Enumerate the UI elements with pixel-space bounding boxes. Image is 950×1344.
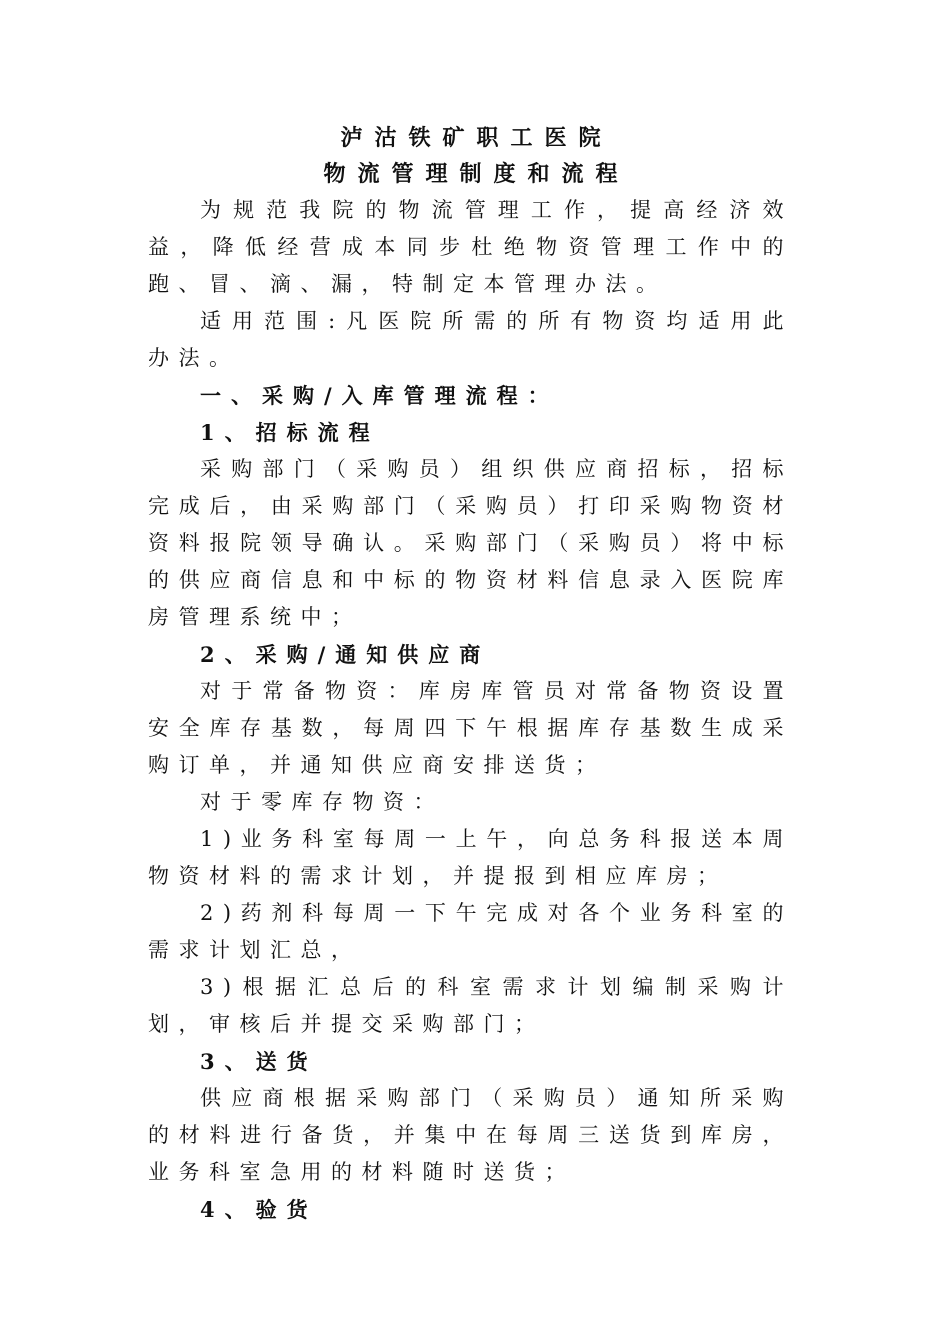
item2-sub-title: 对于零库存物资： — [200, 790, 444, 814]
item2-sub3: 3)根据汇总后的科室需求计划编制采购计划，审核后并提交采购部门； — [148, 975, 793, 1036]
document-title-policy: 物流管理制度和流程 — [323, 161, 630, 187]
item2-body: 对于常备物资：库房库管员对常备物资设置安全库存基数，每周四下午根据库存基数生成采购订单，并通知供应商安排送货； — [148, 679, 793, 777]
item2-sub1: 1)业务科室每周一上午，向总务科报送本周物资材料的需求计划，并提报到相应库房； — [148, 827, 793, 888]
item3-body: 供应商根据采购部门（采购员）通知所采购的材料进行备货，并集中在每周三送货到库房，业务科室急用的材料随时送货； — [148, 1086, 793, 1184]
item2-heading: 2、采购/通知供应商 — [200, 642, 491, 667]
document-title-hospital: 泸沽铁矿职工医院 — [340, 125, 613, 151]
scope-paragraph: 适用范围:凡医院所需的所有物资均适用此办法。 — [148, 309, 793, 370]
item1-heading: 1、招标流程 — [200, 420, 380, 445]
item3-heading: 3、送货 — [200, 1049, 318, 1074]
item4-heading: 4、验货 — [200, 1197, 318, 1222]
section1-heading: 一、采购/入库管理流程： — [200, 383, 559, 408]
document-page — [148, 120, 793, 1228]
item2-sub2: 2)药剂科每周一下午完成对各个业务科室的需求计划汇总， — [148, 901, 793, 962]
item1-body: 采购部门（采购员）组织供应商招标，招标完成后，由采购部门（采购员）打印采购物资材资料报院领导确认。采购部门（采购员）将中标的供应商信息和中标的物资材料信息录入医院库房管理系统中； — [148, 457, 793, 629]
intro-paragraph: 为规范我院的物流管理工作，提高经济效益，降低经营成本同步杜绝物资管理工作中的跑、冒、滴、漏，特制定本管理办法。 — [148, 198, 793, 296]
